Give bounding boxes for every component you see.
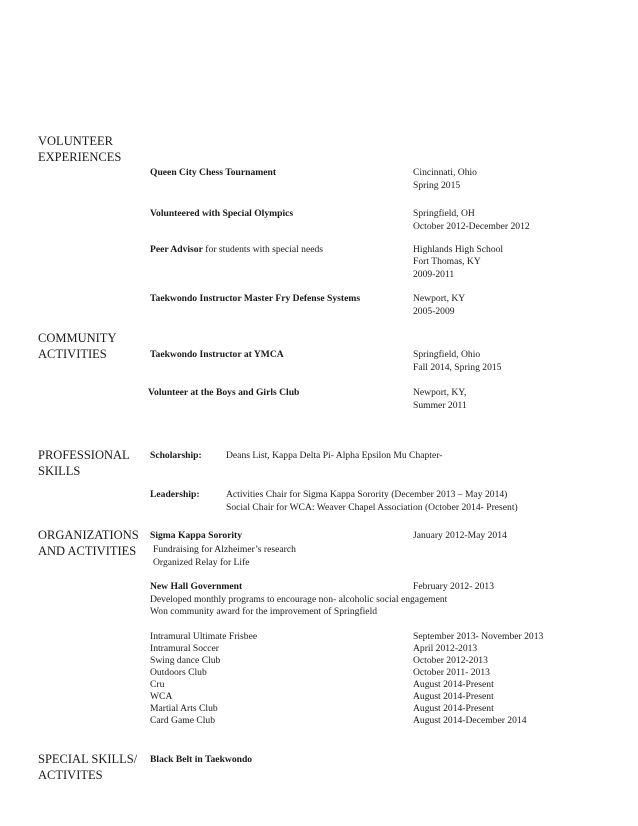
section-heading-special-line2: ACTIVITES <box>38 768 103 782</box>
club-date: September 2013- November 2013 <box>413 631 544 642</box>
section-heading-special: SPECIAL SKILLS/ <box>38 752 138 766</box>
entry-title-line <box>150 245 323 255</box>
entry-location: Newport, KY <box>413 293 466 304</box>
entry-location: Newport, KY, <box>413 387 467 398</box>
club-name: Intramural Soccer <box>150 643 219 654</box>
entry-location: Fort Thomas, KY <box>413 256 481 267</box>
club-date: October 2011- 2013 <box>413 667 490 678</box>
org-title: New Hall Government <box>150 581 243 592</box>
entry-title: Peer Advisor <box>150 244 203 255</box>
skill-label-scholarship: Scholarship: <box>150 450 202 461</box>
org-date: February 2012- 2013 <box>413 581 494 592</box>
entry-title: Volunteer at the Boys and Girls Club <box>148 387 300 398</box>
entry-date: 2005-2009 <box>413 306 455 317</box>
section-heading-volunteer-line2: EXPERIENCES <box>38 150 122 164</box>
entry-title: Taekwondo Instructor Master Fry Defense Systems <box>150 293 361 304</box>
org-title: Sigma Kappa Sorority <box>150 530 243 541</box>
org-detail: Fundraising for Alzheimer’s research <box>153 544 296 555</box>
section-heading-community: COMMUNITY <box>38 331 117 345</box>
club-name: Intramural Ultimate Frisbee <box>150 631 258 642</box>
club-date: August 2014-Present <box>413 703 494 714</box>
entry-date: Summer 2011 <box>413 400 467 411</box>
skill-text: Social Chair for WCA: Weaver Chapel Association (October 2014- Present) <box>226 502 518 513</box>
entry-location: Highlands High School <box>413 244 504 255</box>
club-name: WCA <box>150 691 173 702</box>
club-name: Cru <box>150 679 165 690</box>
club-date: April 2012-2013 <box>413 643 478 654</box>
entry-title-detail: for students with special needs <box>202 244 324 255</box>
club-name: Outdoors Club <box>150 667 207 678</box>
entry-title: Taekwondo Instructor at YMCA <box>150 349 284 360</box>
org-detail: Won community award for the improvement of Springfield <box>150 606 378 617</box>
skill-text: Activities Chair for Sigma Kappa Sorority (December 2013 – May 2014) <box>226 489 508 500</box>
entry-location: Springfield, Ohio <box>413 349 481 360</box>
club-date: October 2012-2013 <box>413 655 488 666</box>
entry-title: Queen City Chess Tournament <box>150 167 277 178</box>
entry-date: 2009-2011 <box>413 269 455 280</box>
section-heading-organizations-line2: AND ACTIVITIES <box>38 544 137 558</box>
section-heading-professional-line2: SKILLS <box>38 464 81 478</box>
skill-text: Deans List, Kappa Delta Pi- Alpha Epsilon Mu Chapter- <box>226 450 443 461</box>
club-date: August 2014-December 2014 <box>413 715 527 726</box>
org-detail: Organized Relay for Life <box>153 557 250 568</box>
entry-location: Cincinnati, Ohio <box>413 167 477 178</box>
club-name: Card Game Club <box>150 715 216 726</box>
special-skill-item: Black Belt in Taekwondo <box>150 754 253 765</box>
entry-date: Spring 2015 <box>413 180 461 191</box>
section-heading-organizations: ORGANIZATIONS <box>38 528 139 542</box>
section-heading-community-line2: ACTIVITIES <box>38 347 107 361</box>
club-name: Martial Arts Club <box>150 703 218 714</box>
club-date: August 2014-Present <box>413 691 494 702</box>
club-date: August 2014-Present <box>413 679 494 690</box>
entry-date: Fall 2014, Spring 2015 <box>413 362 502 373</box>
skill-label-leadership: Leadership: <box>150 489 200 500</box>
entry-date: October 2012-December 2012 <box>413 221 530 232</box>
org-detail: Developed monthly programs to encourage non- alcoholic social engagement <box>150 594 448 605</box>
section-heading-volunteer: VOLUNTEER <box>38 134 113 148</box>
org-date: January 2012-May 2014 <box>413 530 507 541</box>
entry-location: Springfield, OH <box>413 208 475 219</box>
club-name: Swing dance Club <box>150 655 221 666</box>
section-heading-professional: PROFESSIONAL <box>38 448 130 462</box>
entry-title: Volunteered with Special Olympics <box>150 208 294 219</box>
